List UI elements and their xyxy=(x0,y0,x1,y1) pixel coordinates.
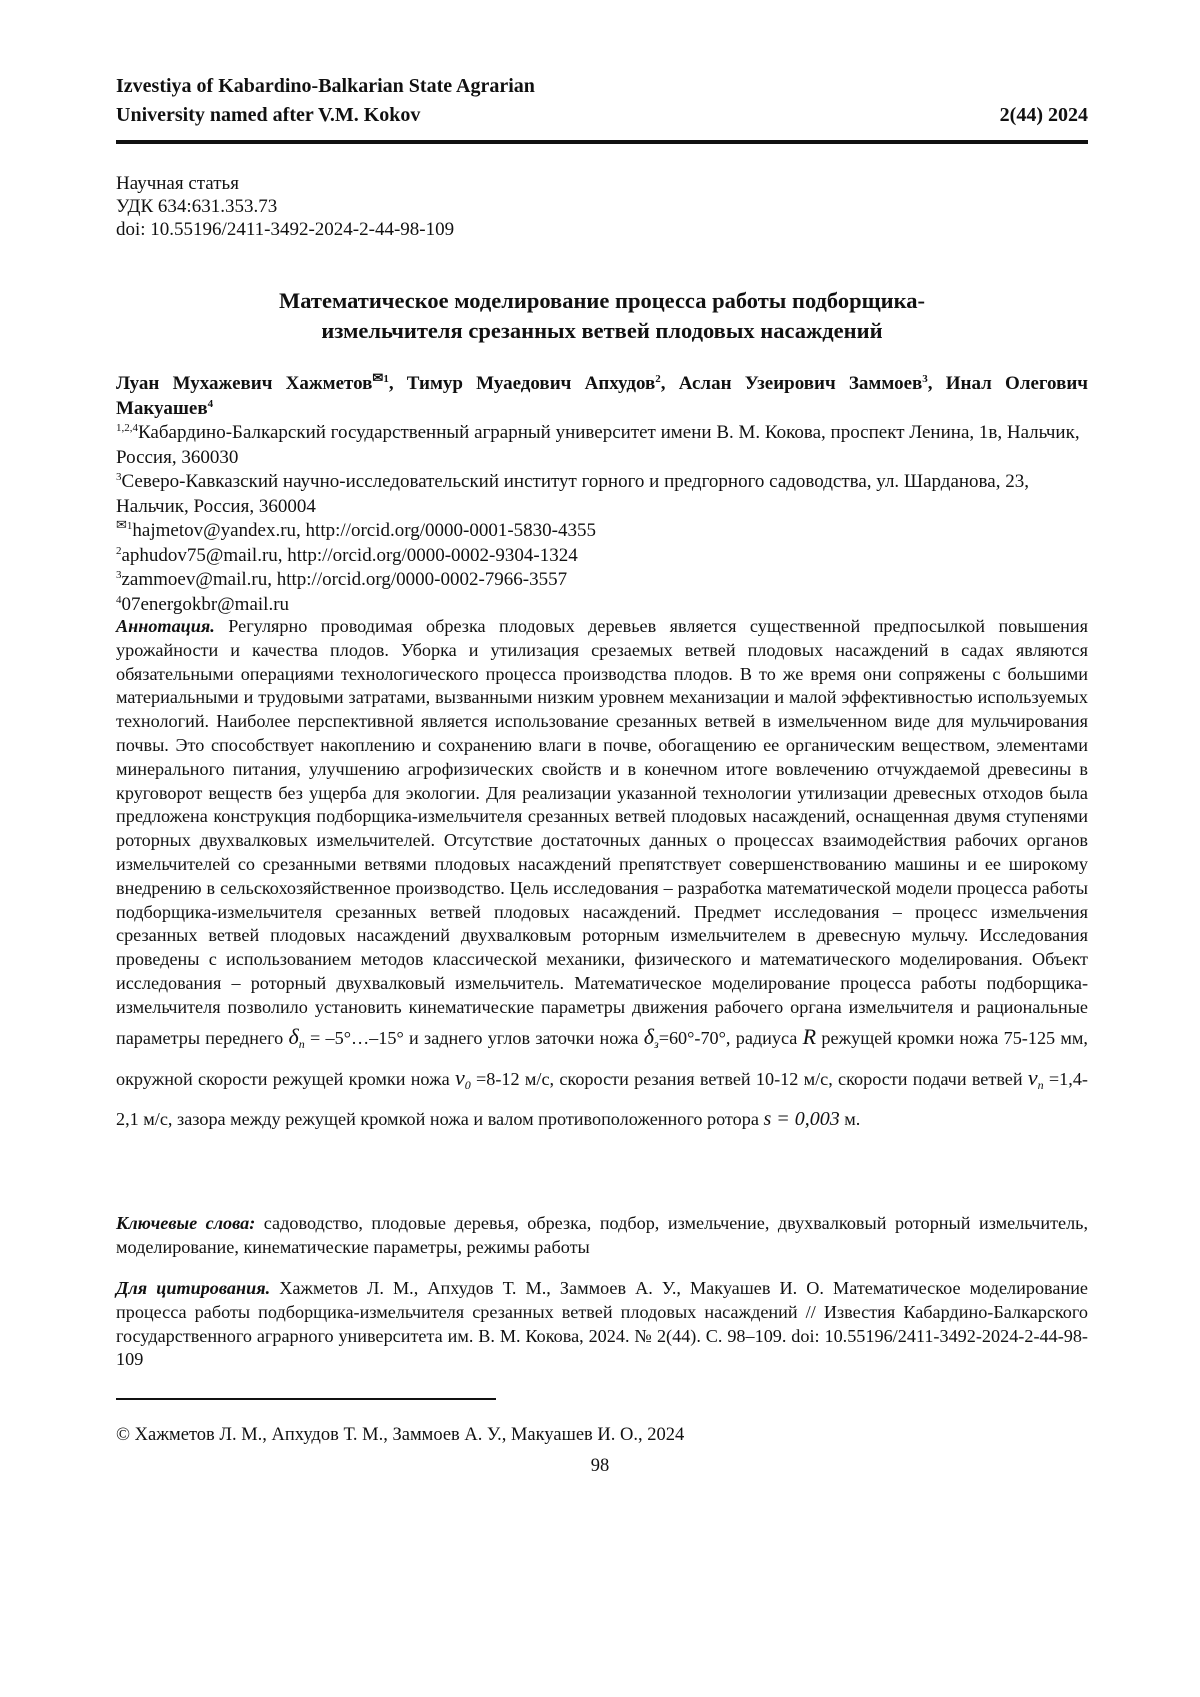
citation-label: Для цитирования. xyxy=(116,1278,271,1298)
header-rule xyxy=(116,140,1088,144)
contact: $^{✉1}$hajmetov@yandex.ru, http://orcid.org/0000-0001-5830-4355 xyxy=(116,517,596,541)
issue-number: 2(44) 2024 xyxy=(999,104,1088,126)
envelope-icon: ✉ xyxy=(116,517,127,532)
title-line: измельчителя срезанных ветвей плодовых насаждений xyxy=(321,318,883,343)
citation xyxy=(116,1277,1088,1372)
authors-block xyxy=(116,372,1088,617)
journal-name-line1: Izvestiya of Kabardino-Balkarian State Agrarian xyxy=(116,75,535,97)
article-title xyxy=(116,286,1088,346)
author-name: Аслан Узеирович Заммоев xyxy=(678,373,923,394)
footnote-rule xyxy=(116,1398,496,1400)
affiliation: $^3$Северо-Кавказский научно-исследовательский институт горного и предгорного садоводства, ул. Шарданова, 23, Нальчик, Россия, 360004 xyxy=(116,471,1029,517)
copyright: © Хажметов Л. М., Апхудов Т. М., Заммоев А. У., Макуашев И. О., 2024 xyxy=(116,1425,685,1445)
article-type: Научная статья xyxy=(116,173,239,194)
title-line: Математическое моделирование процесса работы подборщика- xyxy=(279,288,925,313)
contact: $^3$zammoev@mail.ru, http://orcid.org/0000-0002-7966-3557 xyxy=(116,569,568,590)
udc: УДК 634:631.353.73 xyxy=(116,196,278,217)
keywords-label: Ключевые слова: xyxy=(116,1213,256,1233)
contact: $^4$07energokbr@mail.ru xyxy=(116,593,290,615)
author-name: Инал Олегович Макуашев xyxy=(116,373,1089,419)
affiliation: $^{1,2,4}$Кабардино-Балкарский государственный аграрный университет имени В. М. Кокова, проспект Ленина, 1в, Нальчик, Россия, 360030 xyxy=(116,422,1080,468)
abstract-label: Аннотация. xyxy=(116,616,215,636)
article-meta xyxy=(116,172,454,241)
page-number: 98 xyxy=(590,1456,610,1476)
running-header xyxy=(116,72,1088,130)
citation-text: Хажметов Л. М., Апхудов Т. М., Заммоев А. У., Макуашев И. О. Математическое моделирование процесса работы подборщика-измельчителя срезанных ветвей плодовых насаждений // Известия Кабардино-Балкарского государственного аграрного университета им. В. М. Кокова, 2024. № 2(44). С. 98–109. doi: 10.55196/2411-3492-2024-2-44-98-109 xyxy=(116,1278,1088,1370)
abstract: Аннотация. Регулярно проводимая обрезка плодовых деревьев является существенной предпосылкой повышения урожайности и качества плодов. Уборка и утилизация срезаемых ветвей плодовых насаждений в садах являются обязательными операциями технологического процесса производства плодов. В то же время они сопряжены с большими материальными и трудовыми затратами, вызванными низким уровнем механизации и малой эффективностью используемых технологий. Наиболее перспективной является использование срезанных ветвей в измельченном виде для мульчирования почвы. Это способствует накоплению и сохранению влаги в почве, обогащению ее органическим веществом, элементами минерального питания, улучшению агрофизических свойств и в конечном итоге вовлечению отчуждаемой древесины в круговорот веществ без ущерба для экологии. Для реализации указанной технологии утилизации древесных отходов была предложена конструкция подборщика-измельчителя срезанных ветвей плодовых насаждений, оснащенная двумя ступенями роторных двухвалковых измельчителей. Отсутствие достаточных данных о процессах взаимодействия рабочих органов измельчителей со срезанными ветвями плодовых насаждений препятствует совершенствованию машины и ее широкому внедрению в сельскохозяйственное производство. Цель исследования – разработка математической модели процесса работы подборщика-измельчителя срезанных ветвей плодовых насаждений. Предмет исследования – процесс измельчения срезанных ветвей плодовых насаждений двухвалковым роторным измельчителем в древесную мульчу. Исследования проведены с использованием методов классической механики, физического и математического моделирования. Объект исследования – роторный двухвалковый измельчитель. Математическое моделирование процесса работы подборщика-измельчителя позволило установить кинематические параметры движения рабочего органа измельчителя и рациональные параметры переднего $\delta_п$ = –5°…–15° и заднего углов заточки ножа $\delta_з=60^\circ-70^\circ$, радиуса R режущей кромки ножа 75-125 мм, окружной скорости режущей кромки ножа $v_0 =8-12$ м/с, скорости резания ветвей 10-12 м/с, скорости подачи ветвей $v_п =1,4-2,1$ м/с, зазора между режущей кромкой ножа и валом противоположенного ротора s = 0,003 м. xyxy=(116,616,1088,1130)
author-name: Луан Мухажевич Хажметов xyxy=(116,373,373,394)
contact: $^2$aphudov75@mail.ru, http://orcid.org/0000-0002-9304-1324 xyxy=(116,544,578,566)
envelope-icon: ✉ xyxy=(372,370,384,385)
keywords xyxy=(116,1212,1088,1260)
journal-name-line2: University named after V.M. Kokov xyxy=(116,104,421,126)
author-list: Луан Мухажевич Хажметов$^{✉1}$, Тимур Муаедович Апхудов$^2$, Аслан Узеирович Заммоев$^3$, Инал Олегович Макуашев$^4$ xyxy=(116,370,1089,419)
doi: doi: 10.55196/2411-3492-2024-2-44-98-109 xyxy=(116,219,455,240)
author-name: Тимур Муаедович Апхудов xyxy=(406,373,656,394)
abstract-text: Регулярно проводимая обрезка плодовых деревьев является существенной предпосылкой повышения урожайности и качества плодов. Уборка и утилизация срезаемых ветвей плодовых насаждений в садах являются обязательными операциями технологического процесса производства плодов. В то же время они сопряжены с большими материальными и трудовыми затратами, вызванными низким уровнем механизации и малой эффективностью используемых технологий. Наиболее перспективной является использование срезанных ветвей в измельченном виде для мульчирования почвы. Это способствует накоплению и сохранению влаги в почве, обогащению ее органическим веществом, элементами минерального питания, улучшению агрофизических свойств и в конечном итоге вовлечению отчуждаемой древесины в круговорот веществ без ущерба для экологии. Для реализации указанной технологии утилизации древесных отходов была предложена конструкция подборщика-измельчителя срезанных ветвей плодовых насаждений, оснащенная двумя ступенями роторных двухвалковых измельчителей. Отсутствие достаточных данных о процессах взаимодействия рабочих органов измельчителей со срезанными ветвями плодовых насаждений препятствует совершенствованию машины и ее широкому внедрению в сельскохозяйственное производство. Цель исследования – разработка математической модели процесса работы подборщика-измельчителя срезанных ветвей плодовых насаждений. Предмет исследования – процесс измельчения срезанных ветвей плодовых насаждений двухвалковым роторным измельчителем в древесную мульчу. Исследования проведены с использованием методов классической механики, физического и математического моделирования. Объект исследования – роторный двухвалковый измельчитель. Математическое моделирование процесса работы подборщика-измельчителя позволило установить кинематические параметры движения рабочего органа измельчителя и рациональные параметры переднего xyxy=(116,616,1088,1048)
keywords-text: садоводство, плодовые деревья, обрезка, подбор, измельчение, двухвалковый роторный измельчитель, моделирование, кинематические параметры, режимы работы xyxy=(116,1213,1089,1257)
